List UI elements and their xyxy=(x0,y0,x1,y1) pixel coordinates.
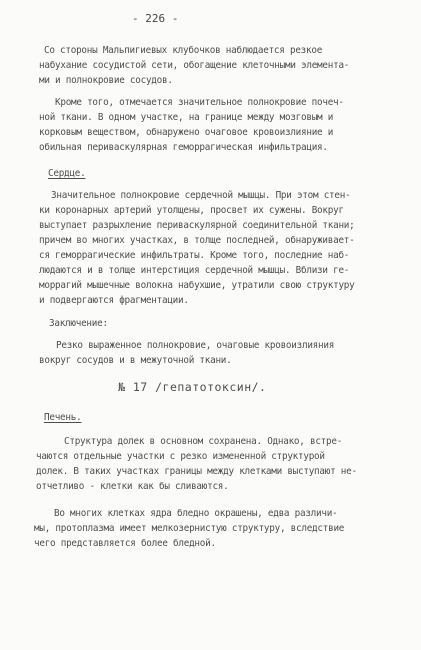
section-heading-conclusion: Заключение: xyxy=(49,318,108,329)
text-line: отчетливо - клетки как бы сливаются. xyxy=(36,481,229,492)
text-line: Во многих клетках ядра бледно окрашены, едва различи- xyxy=(54,508,338,519)
text-line: мы, протоплазма имеет мелкозернистую структуру, вследствие xyxy=(34,523,345,534)
section-heading-liver: Печень. xyxy=(44,412,82,423)
text-line: ной ткани. В одном участке, на границе между мозговым и xyxy=(39,112,334,123)
experiment-number-heading: № 17 /гепатотоксин/. xyxy=(118,380,267,394)
text-line: выступает разрыхление периваскулярной соединительной ткани; xyxy=(39,220,355,231)
text-line: Со стороны Мальпигиевых клубочков наблюдается резкое xyxy=(44,45,323,56)
text-line: и подвергаются фрагментации. xyxy=(39,295,189,306)
text-line: ки коронарных артерий утолщены, просвет их сужены. Вокруг xyxy=(39,205,344,216)
text-line: моррагий мышечные волокна набухшие, утратили свою структуру xyxy=(39,280,355,291)
text-line: обильная периваскулярная геморрагическая инфильтрация. xyxy=(39,142,328,153)
text-line: людаются и в толще интерстиция сердечной мышцы. Вблизи ге- xyxy=(39,265,350,276)
text-line: ся геморрагические инфильтраты. Кроме того, последние наб- xyxy=(39,250,350,261)
text-line: чего представляется более бледной. xyxy=(34,538,216,549)
text-line: вокруг сосудов и в межуточной ткани. xyxy=(39,355,232,366)
text-line: Резко выраженное полнокровие, очаговые кровоизлияния xyxy=(56,340,335,351)
text-line: долек. В таких участках границы между клетками выступают не- xyxy=(36,466,357,477)
text-line: чаются отдельные участки с резко измененной структурой xyxy=(36,451,325,462)
text-line: корковым веществом, обнаружено очаговое кровоизлияние и xyxy=(39,127,334,138)
text-line: Кроме того, отмечается значительное полнокровие почеч- xyxy=(55,97,344,108)
text-line: набухание сосудистой сети, обогащение клеточными элемента- xyxy=(39,60,350,71)
page-number: - 226 - xyxy=(132,12,179,25)
text-line: Значительное полнокровие сердечной мышцы. При этом стен- xyxy=(51,190,351,201)
text-line: причем во многих участках, в толще последней, обнаруживает- xyxy=(39,235,355,246)
text-line: ми и полнокровие сосудов. xyxy=(39,75,173,86)
text-line: Структура долек в основном сохранена. Однако, встре- xyxy=(64,436,343,447)
section-heading-heart: Сердце. xyxy=(48,168,86,179)
